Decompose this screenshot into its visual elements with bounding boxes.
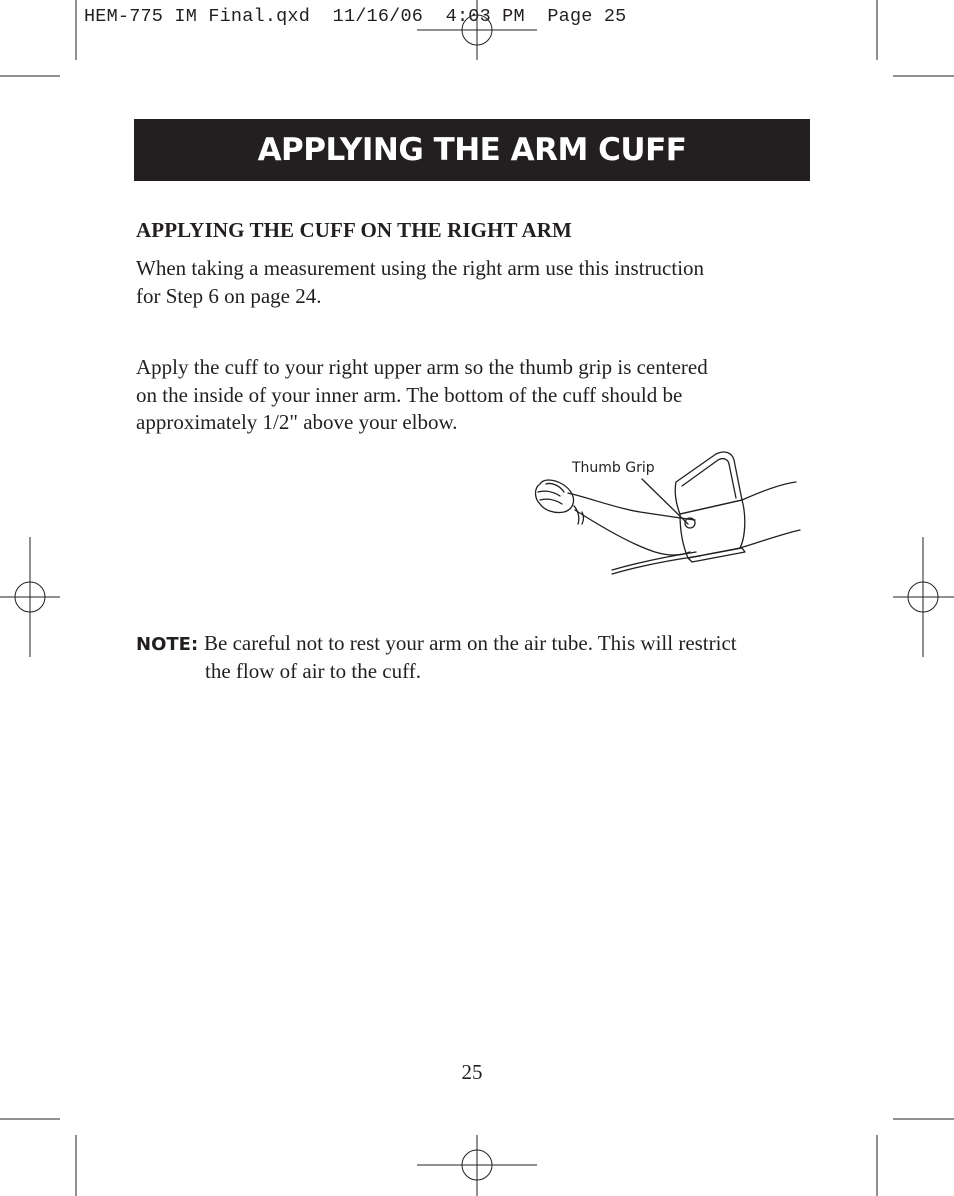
- thumb-grip-leader-line: [642, 479, 688, 524]
- upper-arm-bottom-edge: [740, 530, 800, 548]
- registration-mark-right: [893, 537, 954, 657]
- instruction-paragraph-line-3: approximately 1/2" above your elbow.: [136, 410, 458, 434]
- instruction-paragraph-line-1: Apply the cuff to your right upper arm so the thumb grip is centered: [136, 355, 708, 379]
- arm-cuff-figure: [520, 448, 810, 588]
- page-title: APPLYING THE ARM CUFF: [257, 132, 687, 168]
- registration-mark-bottom: [417, 1135, 537, 1196]
- note-label: NOTE:: [136, 634, 199, 655]
- thumb-grip-label: Thumb Grip: [572, 460, 655, 476]
- page-number: 25: [461, 1060, 483, 1084]
- registration-mark-top: [417, 0, 537, 60]
- note-text-line-2: the flow of air to the cuff.: [205, 659, 421, 683]
- printer-slug-line: HEM-775 IM Final.qxd 11/16/06 4:03 PM Page 25: [84, 6, 627, 27]
- intro-paragraph: [136, 255, 776, 310]
- note-block: [136, 630, 816, 685]
- section-heading: APPLYING THE CUFF ON THE RIGHT ARM: [136, 218, 572, 242]
- instruction-paragraph-line-2: on the inside of your inner arm. The bottom of the cuff should be: [136, 382, 683, 407]
- upper-arm-top-edge: [742, 482, 796, 500]
- registration-mark-left: [0, 537, 60, 657]
- instruction-paragraph: [136, 354, 776, 437]
- intro-paragraph-line-2: for Step 6 on page 24.: [136, 283, 322, 308]
- title-banner: [134, 119, 810, 181]
- note-line-1: [136, 630, 816, 658]
- intro-paragraph-line-1: When taking a measurement using the right arm use this instruction: [136, 256, 705, 280]
- arm-cuff-illustration-icon: [520, 448, 810, 588]
- note-text-line-1: Be careful not to rest your arm on the air tube. This will restrict: [204, 631, 737, 655]
